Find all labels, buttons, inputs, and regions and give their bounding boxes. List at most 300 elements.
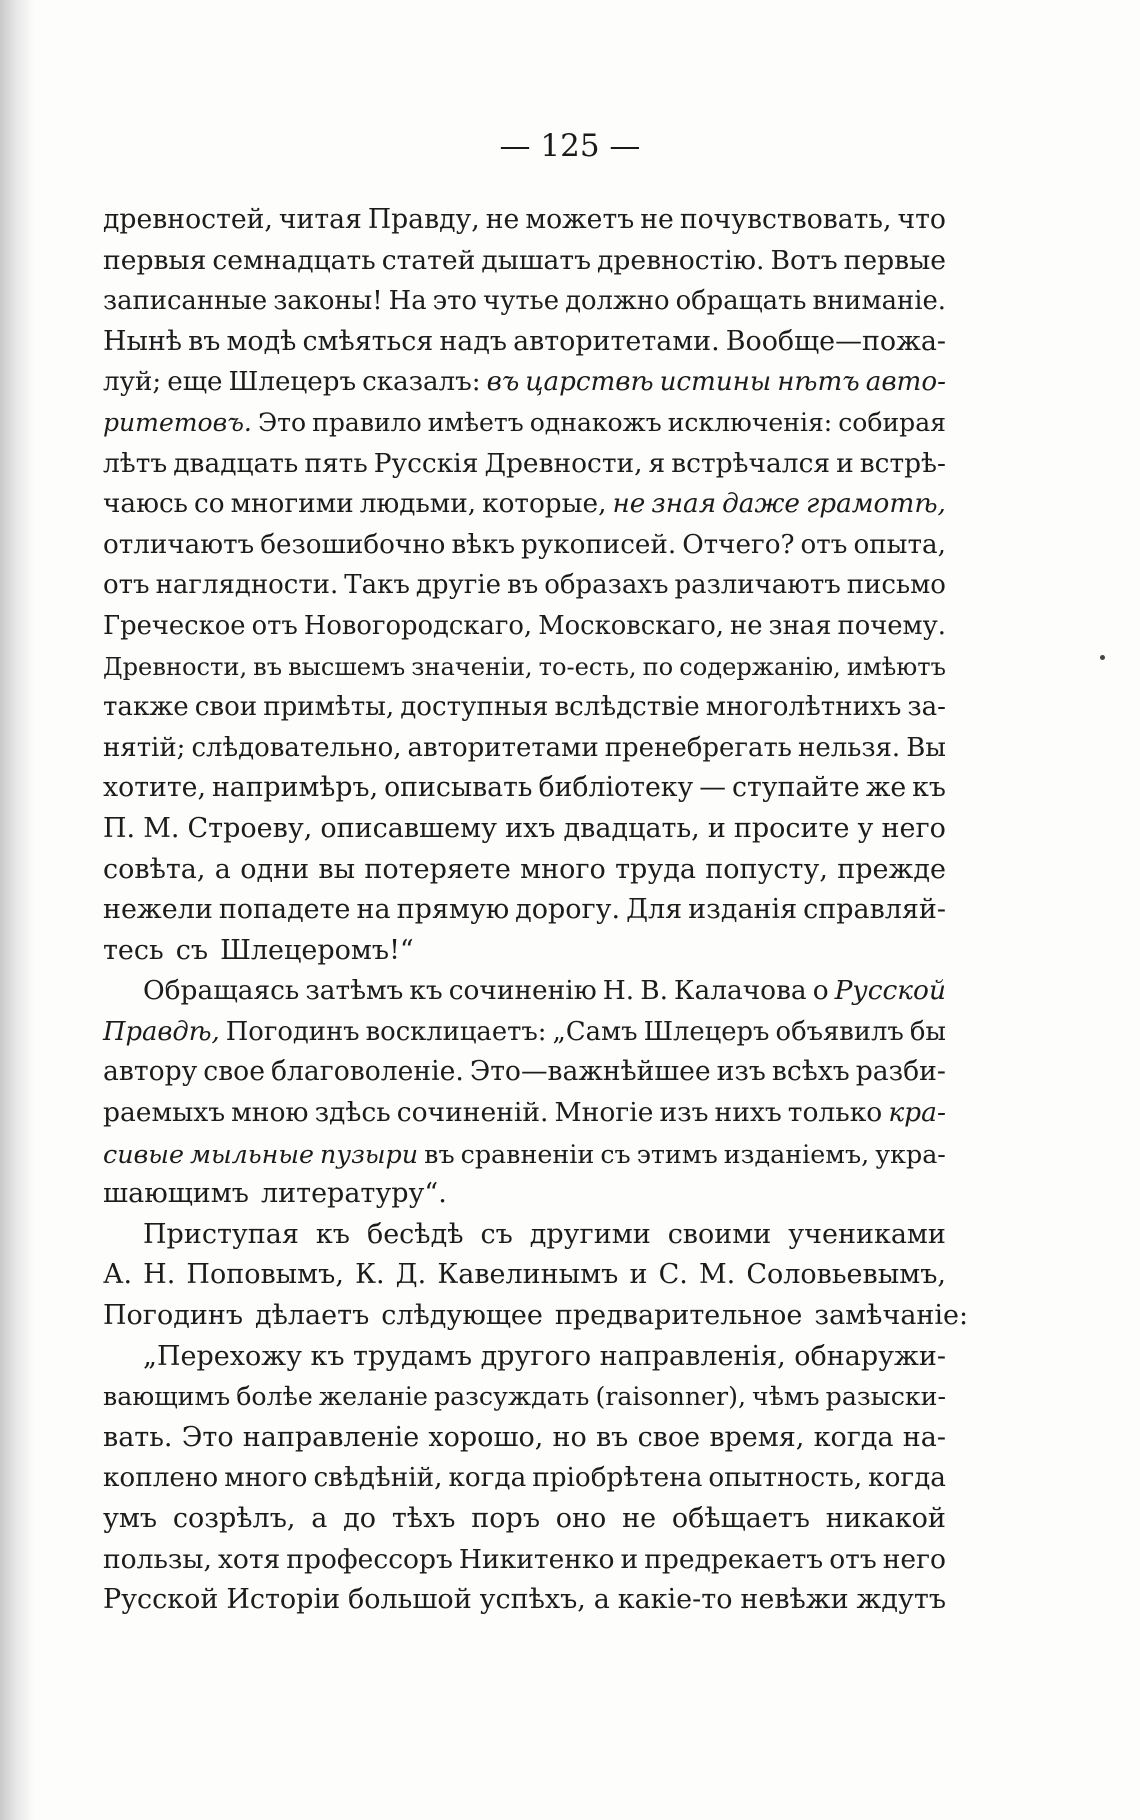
italic-word: царствѣ [525,367,654,398]
word: это [432,286,477,317]
word: а [214,853,231,885]
word: отъ [829,1543,877,1575]
word: двадцать, [563,812,700,844]
word: но [552,1421,587,1453]
italic-word: зная [651,489,717,520]
word: высшемъ [288,652,406,681]
word: не [640,204,674,235]
word: профессоръ [286,1543,453,1575]
word: вѣкъ [451,529,516,560]
word: изъ [659,1097,709,1129]
word: Н. [143,1259,176,1291]
word: благоволеніе. [270,1056,464,1088]
word: которые, [482,489,607,520]
text-line [103,322,946,363]
word: Вообще—пожа- [725,325,946,357]
word: П. [103,812,136,844]
word: статей [381,244,476,276]
word: одни [240,853,310,885]
word: многими [230,489,354,520]
word: тесь [103,934,164,966]
word: смѣяться [302,325,434,357]
word: литературу“. [260,1178,447,1210]
word: Поповымъ, [186,1259,344,1291]
word: нихъ [714,1097,782,1129]
word: много [224,1463,308,1494]
word: ждутъ [856,1584,946,1616]
word: библіотеку [538,772,694,804]
word: письмо [846,570,946,601]
text-line [103,484,946,525]
word: учениками [788,1218,946,1250]
word: Обращаясь [143,975,300,1007]
word: къ [912,772,946,804]
italic-word: грамотѣ, [805,489,946,520]
word: коплено [103,1463,219,1494]
text-line [103,971,946,1012]
text-line [103,1499,946,1540]
word: справляй- [803,894,946,926]
word: въ [188,325,221,357]
text-line [103,1580,946,1621]
word: него [881,812,946,844]
word: мною [231,1097,309,1129]
word: древностію. [597,244,765,276]
text-line [103,1093,946,1134]
word: еще [167,367,223,398]
body-text [103,200,969,1621]
word: другими [529,1218,651,1250]
word: пріобрѣтена [532,1463,703,1494]
word: оно [555,1503,607,1534]
word: должно [565,286,670,317]
word: со [194,489,225,520]
text-line [103,1174,946,1215]
word: восклицаетъ: [365,1016,547,1047]
word: Н. [602,975,635,1007]
word: отъ [103,570,150,601]
word: описывать [384,772,533,804]
word: Погодинъ [225,1016,360,1047]
word: за- [907,692,946,723]
word: Нынѣ [103,325,183,357]
word: Правду, [367,204,480,235]
word: Отчего? [682,529,795,560]
word: читая [278,204,362,235]
italic-word: истины [659,367,772,398]
word: чутье [483,286,560,317]
word: на [356,894,391,926]
word: труда [615,853,696,885]
word: древностей, [103,204,273,235]
word: изданія [688,894,798,926]
word: слѣдующее [381,1300,543,1332]
word: Калачова [674,975,807,1007]
word: отъ [251,610,298,641]
word: законы! [273,286,383,317]
word: къ [310,1340,345,1372]
word: нятій; [103,732,186,763]
text-line [103,850,946,891]
text-line [103,1458,946,1499]
word: я [648,447,666,479]
word: какіе-то [617,1584,733,1616]
word: пользы, [103,1543,212,1575]
word: многолѣтнихъ [705,692,902,723]
word: болѣе [236,1382,313,1412]
word: много [520,853,606,885]
word: же [865,772,907,804]
word: описавшему [320,812,497,844]
word: Русской [103,1584,219,1616]
word: въ [595,1421,629,1453]
word: только [787,1097,883,1129]
word: М. [143,812,180,844]
word: людьми, [359,489,477,520]
text-line [103,809,946,850]
word: правило [312,407,422,437]
word: встрѣчался [671,447,831,479]
word: исключенія: [667,407,833,437]
word: В. [640,975,668,1007]
text-line [103,1377,946,1418]
word: укра- [875,1138,946,1169]
italic-word: даже [722,489,800,520]
word: тѣхъ [391,1503,456,1534]
word: и [707,812,726,844]
word: ступайте [731,772,860,804]
text-line [103,200,946,241]
word: рукописей. [521,529,677,560]
text-line [103,525,946,566]
word: невѣжи [740,1584,849,1616]
text-line [103,444,946,485]
word: въ [424,1138,455,1169]
word: различаютъ [674,570,841,601]
italic-word: нѣтъ [777,367,860,398]
word: Московскаго, [538,610,724,641]
word: обѣщаетъ [671,1503,810,1534]
word: опытность, [708,1463,863,1494]
word: Такъ [344,570,410,601]
word: модѣ [226,325,297,357]
word: почувствовать, [679,204,892,235]
word: Приступая [143,1218,299,1250]
word: и [629,1259,648,1291]
word: авторитетами. [513,325,720,357]
word: семнадцать [212,244,376,276]
word: Древности, [103,652,248,681]
word: разсуждать [433,1382,590,1412]
word: сочиненій. [396,1097,549,1129]
word: къ [315,1218,350,1250]
word: успѣхъ, [479,1584,586,1616]
word: съ [480,1218,513,1250]
text-line [103,728,946,769]
word: ихъ [505,812,556,844]
word: него [882,1543,946,1575]
word: Д. [395,1259,427,1291]
word: Вотъ [770,244,838,276]
word: время, [709,1421,805,1453]
word: образахъ [544,570,669,601]
word: разыски- [825,1382,946,1412]
word: примѣты, [263,692,395,723]
word: двадцать [173,447,299,479]
word: надъ [439,325,508,357]
word: записанные [103,286,268,317]
word: дорогу. [515,894,621,926]
word: трудамъ [353,1340,473,1372]
text-line [103,768,946,809]
word: К. [355,1259,385,1291]
text-line [103,1540,946,1581]
italic-word: ритетовъ. [103,407,252,437]
word: что [897,204,946,235]
word: Это [181,1421,234,1453]
word: Погодинъ [103,1300,243,1332]
text-line [103,890,946,931]
word: бы [909,1016,946,1047]
word: попадете [218,894,351,926]
word: Шлецеромъ!“ [220,934,414,966]
word: никакой [825,1503,946,1534]
word: дышатъ [481,244,591,276]
word: предварительное [554,1300,803,1332]
text-line [103,1418,946,1459]
word: (raisonner), [595,1382,746,1412]
text-line [103,931,946,972]
word: Исторіи [226,1584,341,1616]
word: почему. [837,610,946,641]
word: На [388,286,427,317]
word: зная [768,610,832,641]
word: объявилъ [775,1016,904,1047]
italic-word: кра- [888,1097,946,1129]
word: А. [103,1259,133,1291]
binding-gutter-shadow [0,0,34,1820]
word: въ [507,570,539,601]
text-line [103,362,946,403]
text-line [103,241,946,282]
word: Для [626,894,683,926]
word: другіе [415,570,502,601]
word: пренебрегать [604,732,792,763]
text-line [103,565,946,606]
word: не [622,1503,657,1534]
word: то-есть, [538,652,637,681]
word: прямую [396,894,510,926]
word: а [593,1584,610,1616]
text-line [103,1012,946,1053]
word: нежели [103,894,213,926]
word: и [620,1543,639,1575]
word: безошибочно [260,529,446,560]
text-line [103,1255,946,1296]
word: прежде [837,853,946,885]
word: до [343,1503,377,1534]
word: пять [304,447,368,479]
italic-word: въ [486,367,520,398]
word: съ [175,934,209,966]
word: по [642,652,674,681]
word: Никитенко [458,1543,615,1575]
italic-word: не [612,489,646,520]
word: лѣтъ [103,447,168,479]
word: созрѣлъ, [172,1503,296,1534]
word: „Перехожу [143,1340,302,1372]
word: раемыхъ [103,1097,226,1129]
italic-word: сивые [103,1138,184,1169]
word: поръ [471,1503,540,1534]
word: хотя [217,1543,281,1575]
word: изъ [716,1056,766,1088]
word: когда [868,1463,946,1494]
word: Многіе [554,1097,654,1129]
word: вслѣдствіе [554,692,700,723]
word: предрекаетъ [644,1543,824,1575]
word: на- [902,1421,946,1453]
word: не [485,204,520,235]
word: М. [698,1259,736,1291]
word: затѣмъ [305,975,404,1007]
page-number: — 125 — [499,128,641,164]
word: Шлецеръ [228,367,357,398]
text-line [103,647,946,688]
word: свѣдѣній, [313,1463,443,1494]
print-speck [1100,655,1105,660]
word: Греческое [103,610,246,641]
word: потеряете [364,853,511,885]
word: вающимъ [103,1382,231,1412]
word: Это—важнѣйшее [469,1056,711,1088]
word: направленіе [242,1421,420,1453]
word: однакожъ [529,407,662,437]
word: чѣмъ [752,1382,820,1412]
word: замѣчаніе: [814,1300,969,1332]
word: опыта, [853,529,946,560]
word: имѣютъ [846,652,946,681]
word: изданіемъ, [723,1138,870,1169]
word: когда [813,1421,894,1453]
word: Соловьевымъ, [746,1259,946,1291]
word: сочиненію [448,975,597,1007]
italic-word: Правдѣ, [103,1016,220,1047]
word: первые [843,244,946,276]
word: когда [448,1463,527,1494]
word: луй; [103,367,162,398]
word: Новогородскаго, [303,610,533,641]
word: обращать [675,286,807,317]
word: всѣхъ [771,1056,850,1088]
word: попусту, [705,853,828,885]
word: Шлецеръ [643,1016,770,1047]
word: своими [667,1218,772,1250]
word: напримѣръ, [211,772,379,804]
word: чаюсь [103,489,189,520]
word: автору [103,1056,198,1088]
text-line [103,1052,946,1093]
italic-word: Русской [834,975,946,1007]
word: — [699,772,726,804]
word: къ [409,975,443,1007]
word: умъ [103,1503,158,1534]
text-line [103,606,946,647]
word: содержанію, [679,652,841,681]
word: доступныя [400,692,549,723]
word: вы [318,853,356,885]
word: Кавелинымъ [437,1259,619,1291]
word: не [730,610,763,641]
word: другого [480,1340,592,1372]
word: собирая [838,407,946,437]
text-line [103,1215,946,1256]
word: „Самъ [552,1016,638,1047]
word: вниманіе. [812,286,946,317]
text-line [103,1134,946,1175]
text-line [103,1296,969,1337]
word: разби- [855,1056,946,1088]
word: свое [637,1421,701,1453]
word: большой [347,1584,472,1616]
text-line [103,687,946,728]
word: дѣлаетъ [255,1300,370,1332]
word: направленія, [599,1340,786,1372]
word: свои [194,692,258,723]
italic-word: авто- [865,367,946,398]
word: Это [257,407,307,437]
word: Русскія [373,447,479,479]
word: желаніе [318,1382,428,1412]
word: бесѣдѣ [366,1218,464,1250]
word: значеніи, [411,652,533,681]
word: первыя [103,244,207,276]
word: Вы [906,732,946,763]
word: хотите, [103,772,206,804]
word: наглядности. [155,570,339,601]
word: о [812,975,829,1007]
word: вать. [103,1421,173,1453]
word: Древности, [484,447,643,479]
italic-word: мыльные [190,1138,314,1169]
word: съ [600,1138,631,1169]
word: слѣдовательно, [191,732,402,763]
word: также [103,692,189,723]
word: просите [733,812,850,844]
word: шающимъ [103,1178,249,1210]
word: здѣсь [314,1097,391,1129]
text-line [103,403,946,444]
word: отличаютъ [103,529,255,560]
word: отъ [800,529,848,560]
word: нельзя. [798,732,901,763]
italic-word: пузыри [320,1138,419,1169]
word: сказалъ: [362,367,481,398]
word: встрѣ- [859,447,946,479]
word: а [311,1503,328,1534]
text-line [103,1337,946,1378]
word: Строеву, [187,812,313,844]
word: у [857,812,874,844]
text-line [103,281,946,322]
word: сравненіи [460,1138,595,1169]
word: хорошо, [428,1421,544,1453]
word: свое [203,1056,265,1088]
word: совѣта, [103,853,206,885]
word: С. [658,1259,688,1291]
word: имѣетъ [427,407,524,437]
word: и [836,447,854,479]
